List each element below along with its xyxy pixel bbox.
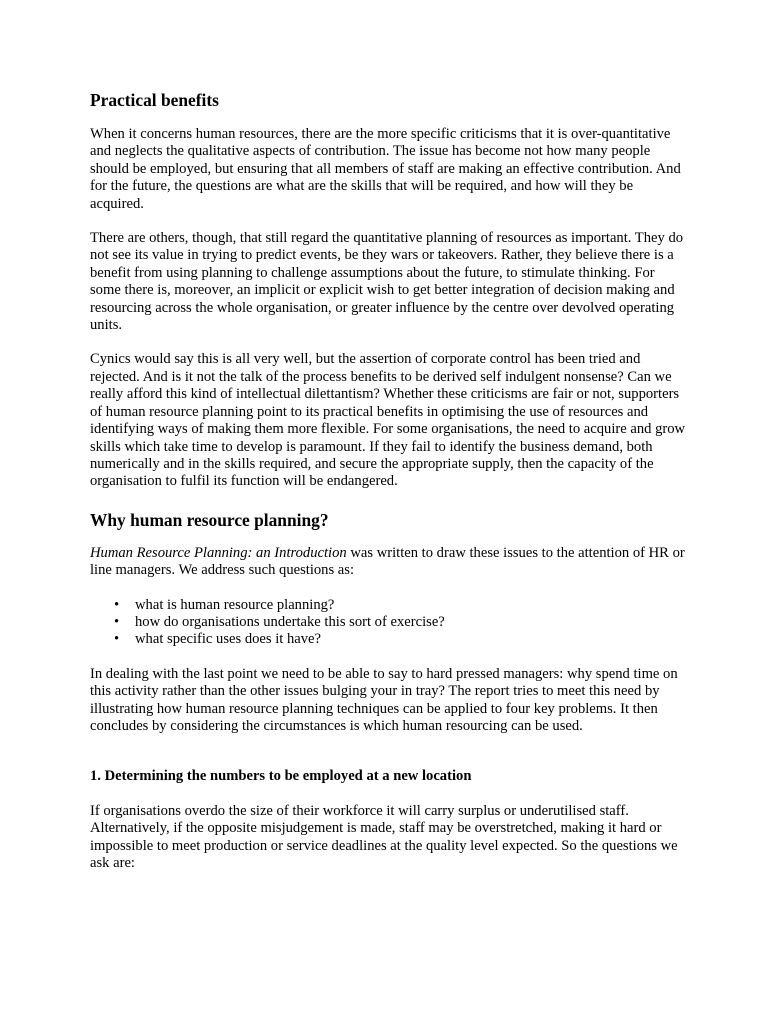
paragraph-introduction [90, 545, 686, 580]
spacer [90, 580, 686, 597]
list-item-text: how do organisations undertake this sort of exercise? [135, 613, 445, 630]
spacer [90, 532, 686, 545]
heading-determining-numbers: 1. Determining the numbers to be employed at a new location [90, 768, 472, 785]
paragraph-cynics: Cynics would say this is all very well, but the assertion of corporate control has been tried and rejected. And is it not the talk of the process benefits to be derived self indulgent nonsense? Can we really afford this kind of intellectual dilettantism? Whether these criticisms are fair or not, supporters of human resource planning point to its practical benefits in optimising the use of resources and identifying ways of making them more flexible. For some organisations, the need to acquire and grow skills which take time to develop is paramount. If they fail to identify the business demand, both numerically and in the skills required, and secure the appropriate supply, then the capacity of the organisation to fulfil its function will be endangered. [90, 351, 686, 490]
report-title: Human Resource Planning: an Introduction [90, 544, 347, 561]
bullet-icon: • [114, 596, 120, 613]
spacer [90, 213, 686, 230]
heading-practical-benefits: Practical benefits [90, 90, 219, 110]
question-list [90, 597, 686, 649]
paragraph-criticisms: When it concerns human resources, there are the more specific criticisms that it is over-quantitative and neglects the qualitative aspects of contribution. The issue has become not how many people should be employed, but ensuring that all members of staff are making an effective contribution. And for the future, the questions are what are the skills that will be required, and how will they be acquired. [90, 126, 681, 212]
spacer [90, 649, 686, 666]
spacer [90, 786, 686, 803]
list-item [90, 631, 686, 648]
heading-why-hr-planning: Why human resource planning? [90, 509, 329, 530]
spacer [90, 491, 686, 508]
spacer [90, 112, 686, 126]
document-page [90, 88, 686, 872]
list-item-text: what is human resource planning? [135, 596, 335, 613]
spacer [90, 334, 686, 351]
bullet-icon: • [114, 613, 120, 630]
list-item-text: what specific uses does it have? [135, 631, 322, 648]
spacer [90, 735, 686, 768]
list-item [90, 597, 686, 614]
intro-text: was written to draw these issues to the attention of HR or line managers. We address such questions as: [90, 544, 685, 579]
list-item [90, 614, 686, 631]
paragraph-workforce-size: If organisations overdo the size of their workforce it will carry surplus or underutilised staff. Alternatively, if the opposite misjudgement is made, staff may be overstretched, making it hard or impossible to meet production or service deadlines at the quality level expected. So the questions we ask are: [90, 802, 678, 871]
paragraph-last-point: In dealing with the last point we need to be able to say to hard pressed managers: why spend time on this activity rather than the other issues bulging your in tray? The report tries to meet this need by illustrating how human resource planning techniques can be applied to four key problems. It then concludes by considering the circumstances is which human resourcing can be used. [90, 665, 678, 734]
paragraph-quantitative-planning: There are others, though, that still regard the quantitative planning of resources as important. They do not see its value in trying to predict events, be they wars or takeovers. Rather, they believe there is a benefit from using planning to challenge assumptions about the future, to stimulate thinking. For some there is, moreover, an implicit or explicit wish to get better integration of decision making and resourcing across the whole organisation, or greater influence by the centre over devolved operating units. [90, 230, 684, 334]
bullet-icon: • [114, 631, 120, 648]
